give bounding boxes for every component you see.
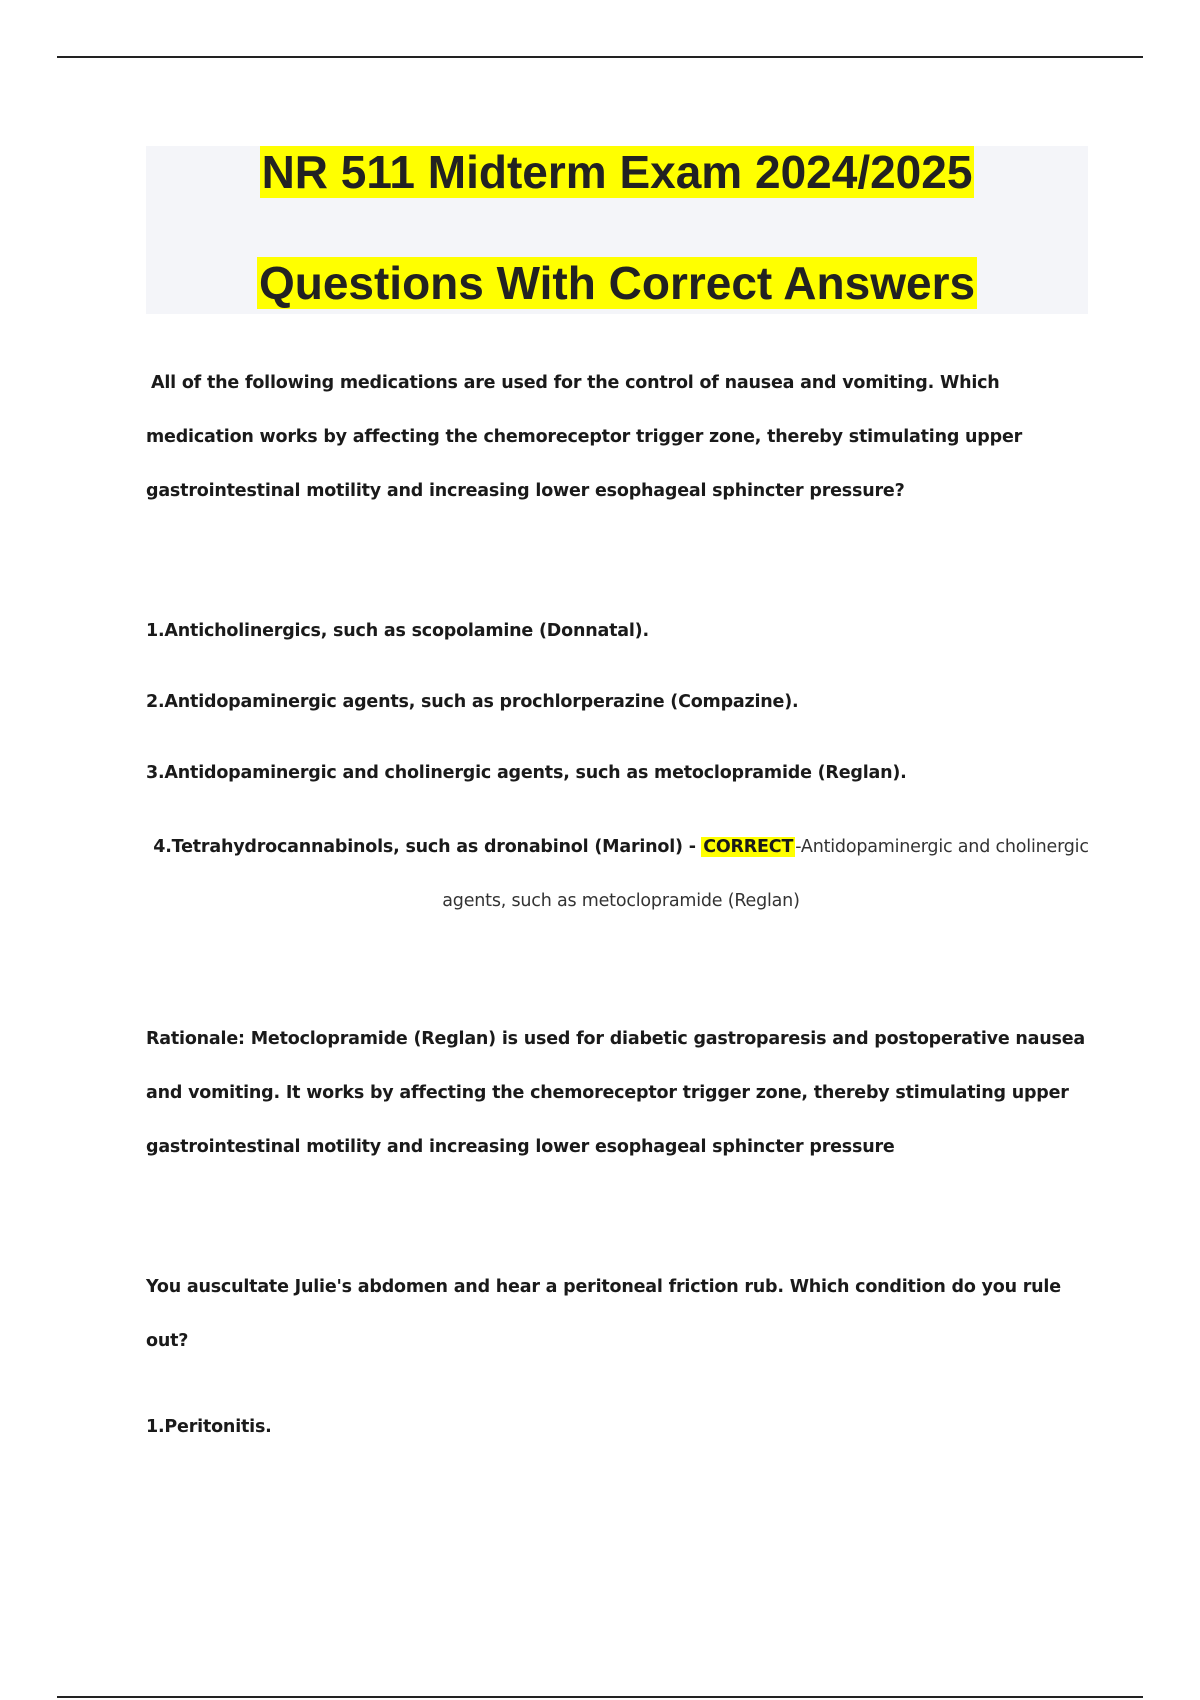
correct-answer-text: -Antidopaminergic and cholinergic agents, such as metoclopramide (Reglan): [442, 837, 1089, 911]
question-1-stem: All of the following medications are used for the control of nausea and vomiting. Which medication works by affecting the chemoreceptor trigger zone, thereby stimulating upper gastrointestinal motility and increasing lower esophageal sphincter pressure?: [146, 373, 1023, 501]
option-4-text: 4.Tetrahydrocannabinols, such as dronabinol (Marinol) -: [153, 837, 696, 857]
question-2-stem: You auscultate Julie's abdomen and hear a peritoneal friction rub. Which condition do you rule out?: [146, 1277, 1061, 1351]
question-2-option-1: 1.Peritonitis.: [146, 1417, 272, 1437]
page-title: [146, 144, 1088, 200]
top-rule: [57, 56, 1143, 58]
question-1-option-1: 1.Anticholinergics, such as scopolamine (Donnatal).: [146, 621, 649, 641]
bottom-rule: [57, 1696, 1143, 1698]
question-1-option-4: [146, 820, 1096, 928]
question-1-option-3: 3.Antidopaminergic and cholinergic agents, such as metoclopramide (Reglan).: [146, 763, 907, 783]
page-subtitle: [146, 255, 1088, 311]
question-1-rationale: Rationale: Metoclopramide (Reglan) is used for diabetic gastroparesis and postoperative nausea and vomiting. It works by affecting the chemoreceptor trigger zone, thereby stimulating upper gastrointestinal motility and increasing lower esophageal sphincter pressure: [146, 1029, 1086, 1157]
title-line-1: NR 511 Midterm Exam 2024/2025: [261, 146, 973, 198]
title-line-2: Questions With Correct Answers: [258, 257, 976, 309]
question-1-option-2: 2.Antidopaminergic agents, such as prochlorperazine (Compazine).: [146, 692, 799, 712]
correct-badge: CORRECT: [703, 837, 794, 857]
